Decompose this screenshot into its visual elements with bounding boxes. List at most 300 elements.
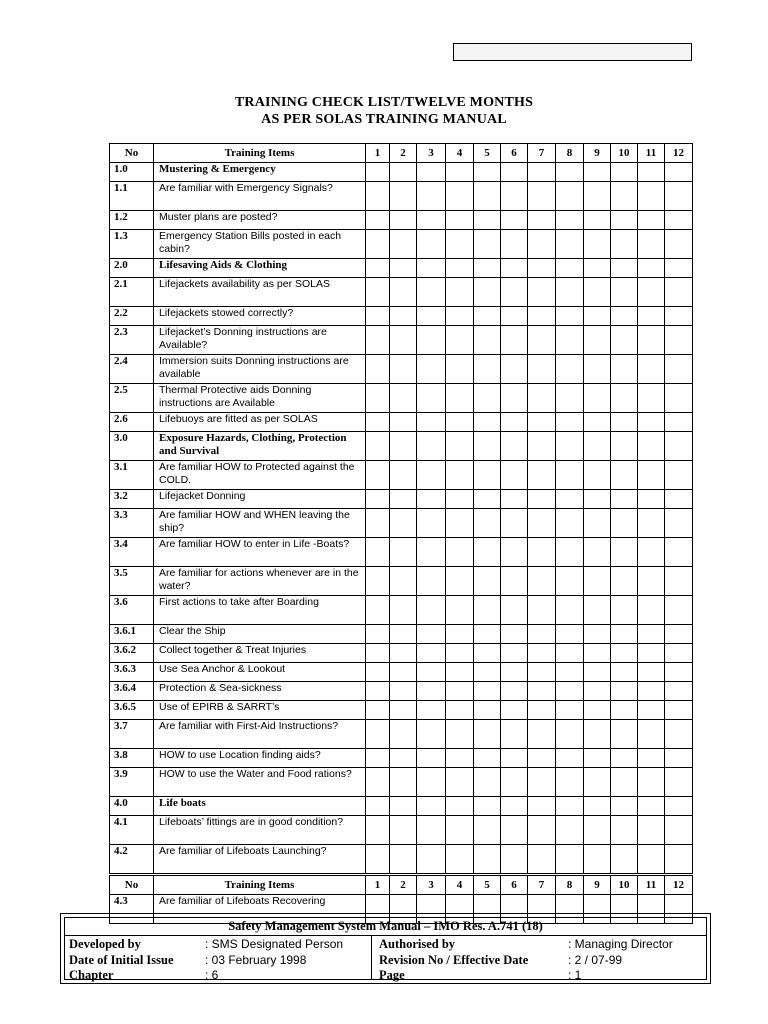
month-check-cell-5[interactable]: [474, 596, 501, 625]
month-check-cell-2[interactable]: [390, 663, 417, 682]
month-check-cell-7[interactable]: [528, 596, 556, 625]
month-check-cell-12[interactable]: [665, 432, 693, 461]
month-check-cell-12[interactable]: [665, 797, 693, 816]
month-check-cell-1[interactable]: [366, 701, 390, 720]
month-check-cell-3[interactable]: [417, 797, 446, 816]
month-check-cell-2[interactable]: [390, 259, 417, 278]
month-check-cell-6[interactable]: [501, 644, 528, 663]
month-check-cell-3[interactable]: [417, 845, 446, 874]
month-check-cell-6[interactable]: [501, 509, 528, 538]
month-check-cell-12[interactable]: [665, 307, 693, 326]
month-check-cell-10[interactable]: [611, 538, 638, 567]
month-check-cell-3[interactable]: [417, 567, 446, 596]
month-check-cell-9[interactable]: [584, 384, 611, 413]
month-check-cell-4[interactable]: [446, 663, 474, 682]
month-check-cell-12[interactable]: [665, 538, 693, 567]
month-check-cell-11[interactable]: [638, 384, 665, 413]
month-check-cell-10[interactable]: [611, 663, 638, 682]
month-check-cell-10[interactable]: [611, 567, 638, 596]
month-check-cell-10[interactable]: [611, 845, 638, 874]
month-check-cell-6[interactable]: [501, 384, 528, 413]
month-check-cell-9[interactable]: [584, 538, 611, 567]
month-check-cell-9[interactable]: [584, 163, 611, 182]
month-check-cell-8[interactable]: [556, 432, 584, 461]
month-check-cell-5[interactable]: [474, 230, 501, 259]
month-check-cell-1[interactable]: [366, 816, 390, 845]
month-check-cell-7[interactable]: [528, 720, 556, 749]
month-check-cell-7[interactable]: [528, 749, 556, 768]
month-check-cell-2[interactable]: [390, 682, 417, 701]
month-check-cell-4[interactable]: [446, 567, 474, 596]
month-check-cell-11[interactable]: [638, 278, 665, 307]
month-check-cell-10[interactable]: [611, 307, 638, 326]
month-check-cell-7[interactable]: [528, 355, 556, 384]
month-check-cell-6[interactable]: [501, 720, 528, 749]
month-check-cell-7[interactable]: [528, 768, 556, 797]
month-check-cell-1[interactable]: [366, 768, 390, 797]
month-check-cell-11[interactable]: [638, 230, 665, 259]
month-check-cell-8[interactable]: [556, 538, 584, 567]
month-check-cell-10[interactable]: [611, 720, 638, 749]
month-check-cell-12[interactable]: [665, 230, 693, 259]
month-check-cell-8[interactable]: [556, 211, 584, 230]
month-check-cell-3[interactable]: [417, 182, 446, 211]
month-check-cell-6[interactable]: [501, 797, 528, 816]
month-check-cell-8[interactable]: [556, 682, 584, 701]
month-check-cell-12[interactable]: [665, 625, 693, 644]
month-check-cell-6[interactable]: [501, 307, 528, 326]
month-check-cell-11[interactable]: [638, 326, 665, 355]
month-check-cell-3[interactable]: [417, 720, 446, 749]
month-check-cell-9[interactable]: [584, 278, 611, 307]
month-check-cell-7[interactable]: [528, 230, 556, 259]
month-check-cell-1[interactable]: [366, 596, 390, 625]
month-check-cell-7[interactable]: [528, 259, 556, 278]
month-check-cell-3[interactable]: [417, 768, 446, 797]
month-check-cell-7[interactable]: [528, 797, 556, 816]
month-check-cell-2[interactable]: [390, 538, 417, 567]
month-check-cell-12[interactable]: [665, 211, 693, 230]
month-check-cell-7[interactable]: [528, 663, 556, 682]
month-check-cell-8[interactable]: [556, 816, 584, 845]
month-check-cell-4[interactable]: [446, 182, 474, 211]
month-check-cell-9[interactable]: [584, 355, 611, 384]
month-check-cell-6[interactable]: [501, 230, 528, 259]
month-check-cell-2[interactable]: [390, 326, 417, 355]
month-check-cell-8[interactable]: [556, 509, 584, 538]
month-check-cell-8[interactable]: [556, 625, 584, 644]
month-check-cell-2[interactable]: [390, 644, 417, 663]
month-check-cell-4[interactable]: [446, 720, 474, 749]
month-check-cell-8[interactable]: [556, 230, 584, 259]
month-check-cell-12[interactable]: [665, 701, 693, 720]
month-check-cell-10[interactable]: [611, 163, 638, 182]
month-check-cell-6[interactable]: [501, 768, 528, 797]
month-check-cell-11[interactable]: [638, 720, 665, 749]
month-check-cell-2[interactable]: [390, 720, 417, 749]
month-check-cell-2[interactable]: [390, 567, 417, 596]
month-check-cell-12[interactable]: [665, 749, 693, 768]
month-check-cell-9[interactable]: [584, 259, 611, 278]
month-check-cell-8[interactable]: [556, 259, 584, 278]
month-check-cell-7[interactable]: [528, 816, 556, 845]
month-check-cell-3[interactable]: [417, 490, 446, 509]
month-check-cell-11[interactable]: [638, 461, 665, 490]
month-check-cell-1[interactable]: [366, 490, 390, 509]
month-check-cell-6[interactable]: [501, 816, 528, 845]
month-check-cell-9[interactable]: [584, 509, 611, 538]
month-check-cell-4[interactable]: [446, 432, 474, 461]
month-check-cell-4[interactable]: [446, 307, 474, 326]
month-check-cell-11[interactable]: [638, 538, 665, 567]
month-check-cell-2[interactable]: [390, 278, 417, 307]
month-check-cell-1[interactable]: [366, 384, 390, 413]
month-check-cell-10[interactable]: [611, 596, 638, 625]
month-check-cell-9[interactable]: [584, 644, 611, 663]
month-check-cell-9[interactable]: [584, 490, 611, 509]
month-check-cell-2[interactable]: [390, 413, 417, 432]
month-check-cell-4[interactable]: [446, 259, 474, 278]
month-check-cell-5[interactable]: [474, 490, 501, 509]
month-check-cell-11[interactable]: [638, 490, 665, 509]
month-check-cell-12[interactable]: [665, 163, 693, 182]
month-check-cell-3[interactable]: [417, 816, 446, 845]
month-check-cell-1[interactable]: [366, 432, 390, 461]
month-check-cell-6[interactable]: [501, 182, 528, 211]
month-check-cell-1[interactable]: [366, 230, 390, 259]
month-check-cell-11[interactable]: [638, 182, 665, 211]
month-check-cell-2[interactable]: [390, 596, 417, 625]
month-check-cell-1[interactable]: [366, 307, 390, 326]
month-check-cell-10[interactable]: [611, 625, 638, 644]
month-check-cell-5[interactable]: [474, 816, 501, 845]
month-check-cell-7[interactable]: [528, 682, 556, 701]
month-check-cell-4[interactable]: [446, 355, 474, 384]
month-check-cell-9[interactable]: [584, 432, 611, 461]
month-check-cell-4[interactable]: [446, 845, 474, 874]
month-check-cell-1[interactable]: [366, 567, 390, 596]
month-check-cell-7[interactable]: [528, 644, 556, 663]
month-check-cell-10[interactable]: [611, 490, 638, 509]
month-check-cell-10[interactable]: [611, 413, 638, 432]
month-check-cell-7[interactable]: [528, 384, 556, 413]
month-check-cell-12[interactable]: [665, 182, 693, 211]
month-check-cell-2[interactable]: [390, 163, 417, 182]
month-check-cell-12[interactable]: [665, 768, 693, 797]
month-check-cell-3[interactable]: [417, 625, 446, 644]
month-check-cell-3[interactable]: [417, 538, 446, 567]
month-check-cell-6[interactable]: [501, 538, 528, 567]
month-check-cell-11[interactable]: [638, 211, 665, 230]
month-check-cell-10[interactable]: [611, 278, 638, 307]
month-check-cell-2[interactable]: [390, 182, 417, 211]
month-check-cell-11[interactable]: [638, 625, 665, 644]
month-check-cell-5[interactable]: [474, 663, 501, 682]
month-check-cell-6[interactable]: [501, 845, 528, 874]
month-check-cell-12[interactable]: [665, 490, 693, 509]
month-check-cell-8[interactable]: [556, 163, 584, 182]
month-check-cell-12[interactable]: [665, 845, 693, 874]
month-check-cell-10[interactable]: [611, 461, 638, 490]
month-check-cell-12[interactable]: [665, 720, 693, 749]
month-check-cell-2[interactable]: [390, 509, 417, 538]
month-check-cell-4[interactable]: [446, 797, 474, 816]
month-check-cell-1[interactable]: [366, 644, 390, 663]
month-check-cell-8[interactable]: [556, 596, 584, 625]
month-check-cell-8[interactable]: [556, 797, 584, 816]
month-check-cell-1[interactable]: [366, 720, 390, 749]
month-check-cell-1[interactable]: [366, 538, 390, 567]
month-check-cell-5[interactable]: [474, 509, 501, 538]
month-check-cell-11[interactable]: [638, 509, 665, 538]
month-check-cell-6[interactable]: [501, 682, 528, 701]
month-check-cell-1[interactable]: [366, 259, 390, 278]
month-check-cell-1[interactable]: [366, 625, 390, 644]
month-check-cell-11[interactable]: [638, 413, 665, 432]
month-check-cell-7[interactable]: [528, 461, 556, 490]
month-check-cell-11[interactable]: [638, 797, 665, 816]
month-check-cell-2[interactable]: [390, 816, 417, 845]
month-check-cell-5[interactable]: [474, 768, 501, 797]
month-check-cell-6[interactable]: [501, 211, 528, 230]
month-check-cell-7[interactable]: [528, 845, 556, 874]
month-check-cell-11[interactable]: [638, 567, 665, 596]
month-check-cell-4[interactable]: [446, 278, 474, 307]
month-check-cell-8[interactable]: [556, 461, 584, 490]
month-check-cell-2[interactable]: [390, 768, 417, 797]
month-check-cell-6[interactable]: [501, 413, 528, 432]
month-check-cell-8[interactable]: [556, 413, 584, 432]
month-check-cell-4[interactable]: [446, 701, 474, 720]
month-check-cell-9[interactable]: [584, 326, 611, 355]
month-check-cell-3[interactable]: [417, 644, 446, 663]
month-check-cell-12[interactable]: [665, 259, 693, 278]
month-check-cell-6[interactable]: [501, 567, 528, 596]
month-check-cell-3[interactable]: [417, 326, 446, 355]
month-check-cell-6[interactable]: [501, 278, 528, 307]
month-check-cell-7[interactable]: [528, 538, 556, 567]
month-check-cell-9[interactable]: [584, 596, 611, 625]
month-check-cell-5[interactable]: [474, 682, 501, 701]
month-check-cell-1[interactable]: [366, 326, 390, 355]
month-check-cell-2[interactable]: [390, 384, 417, 413]
month-check-cell-11[interactable]: [638, 259, 665, 278]
month-check-cell-2[interactable]: [390, 845, 417, 874]
month-check-cell-8[interactable]: [556, 701, 584, 720]
month-check-cell-8[interactable]: [556, 720, 584, 749]
month-check-cell-8[interactable]: [556, 663, 584, 682]
month-check-cell-9[interactable]: [584, 845, 611, 874]
month-check-cell-12[interactable]: [665, 509, 693, 538]
month-check-cell-2[interactable]: [390, 461, 417, 490]
month-check-cell-4[interactable]: [446, 596, 474, 625]
month-check-cell-2[interactable]: [390, 490, 417, 509]
month-check-cell-5[interactable]: [474, 307, 501, 326]
month-check-cell-3[interactable]: [417, 413, 446, 432]
month-check-cell-9[interactable]: [584, 701, 611, 720]
month-check-cell-7[interactable]: [528, 182, 556, 211]
month-check-cell-11[interactable]: [638, 163, 665, 182]
month-check-cell-3[interactable]: [417, 509, 446, 538]
month-check-cell-6[interactable]: [501, 490, 528, 509]
month-check-cell-10[interactable]: [611, 749, 638, 768]
month-check-cell-11[interactable]: [638, 355, 665, 384]
month-check-cell-7[interactable]: [528, 567, 556, 596]
month-check-cell-3[interactable]: [417, 432, 446, 461]
month-check-cell-11[interactable]: [638, 845, 665, 874]
month-check-cell-1[interactable]: [366, 797, 390, 816]
month-check-cell-8[interactable]: [556, 278, 584, 307]
month-check-cell-4[interactable]: [446, 490, 474, 509]
month-check-cell-6[interactable]: [501, 355, 528, 384]
month-check-cell-2[interactable]: [390, 432, 417, 461]
month-check-cell-12[interactable]: [665, 326, 693, 355]
month-check-cell-9[interactable]: [584, 567, 611, 596]
month-check-cell-1[interactable]: [366, 211, 390, 230]
month-check-cell-5[interactable]: [474, 720, 501, 749]
month-check-cell-1[interactable]: [366, 355, 390, 384]
month-check-cell-9[interactable]: [584, 749, 611, 768]
month-check-cell-7[interactable]: [528, 509, 556, 538]
month-check-cell-4[interactable]: [446, 768, 474, 797]
month-check-cell-5[interactable]: [474, 182, 501, 211]
month-check-cell-6[interactable]: [501, 749, 528, 768]
month-check-cell-6[interactable]: [501, 663, 528, 682]
month-check-cell-5[interactable]: [474, 749, 501, 768]
month-check-cell-10[interactable]: [611, 230, 638, 259]
month-check-cell-2[interactable]: [390, 211, 417, 230]
month-check-cell-2[interactable]: [390, 230, 417, 259]
month-check-cell-7[interactable]: [528, 278, 556, 307]
month-check-cell-11[interactable]: [638, 596, 665, 625]
month-check-cell-5[interactable]: [474, 432, 501, 461]
month-check-cell-10[interactable]: [611, 259, 638, 278]
month-check-cell-5[interactable]: [474, 797, 501, 816]
month-check-cell-8[interactable]: [556, 307, 584, 326]
month-check-cell-12[interactable]: [665, 413, 693, 432]
month-check-cell-12[interactable]: [665, 663, 693, 682]
month-check-cell-11[interactable]: [638, 307, 665, 326]
month-check-cell-11[interactable]: [638, 644, 665, 663]
month-check-cell-5[interactable]: [474, 413, 501, 432]
month-check-cell-10[interactable]: [611, 326, 638, 355]
month-check-cell-3[interactable]: [417, 278, 446, 307]
month-check-cell-5[interactable]: [474, 355, 501, 384]
month-check-cell-8[interactable]: [556, 326, 584, 355]
month-check-cell-3[interactable]: [417, 163, 446, 182]
month-check-cell-12[interactable]: [665, 596, 693, 625]
month-check-cell-8[interactable]: [556, 845, 584, 874]
month-check-cell-8[interactable]: [556, 384, 584, 413]
month-check-cell-5[interactable]: [474, 163, 501, 182]
month-check-cell-7[interactable]: [528, 625, 556, 644]
month-check-cell-11[interactable]: [638, 768, 665, 797]
month-check-cell-7[interactable]: [528, 490, 556, 509]
month-check-cell-3[interactable]: [417, 307, 446, 326]
month-check-cell-5[interactable]: [474, 625, 501, 644]
month-check-cell-4[interactable]: [446, 644, 474, 663]
month-check-cell-4[interactable]: [446, 538, 474, 567]
month-check-cell-10[interactable]: [611, 797, 638, 816]
month-check-cell-1[interactable]: [366, 461, 390, 490]
month-check-cell-5[interactable]: [474, 384, 501, 413]
month-check-cell-10[interactable]: [611, 355, 638, 384]
month-check-cell-6[interactable]: [501, 326, 528, 355]
month-check-cell-12[interactable]: [665, 682, 693, 701]
month-check-cell-5[interactable]: [474, 326, 501, 355]
month-check-cell-3[interactable]: [417, 663, 446, 682]
month-check-cell-5[interactable]: [474, 278, 501, 307]
month-check-cell-7[interactable]: [528, 432, 556, 461]
month-check-cell-1[interactable]: [366, 663, 390, 682]
month-check-cell-9[interactable]: [584, 663, 611, 682]
month-check-cell-10[interactable]: [611, 644, 638, 663]
month-check-cell-9[interactable]: [584, 230, 611, 259]
month-check-cell-6[interactable]: [501, 163, 528, 182]
month-check-cell-9[interactable]: [584, 720, 611, 749]
month-check-cell-1[interactable]: [366, 163, 390, 182]
month-check-cell-10[interactable]: [611, 682, 638, 701]
month-check-cell-6[interactable]: [501, 701, 528, 720]
month-check-cell-4[interactable]: [446, 384, 474, 413]
month-check-cell-11[interactable]: [638, 432, 665, 461]
month-check-cell-1[interactable]: [366, 749, 390, 768]
month-check-cell-7[interactable]: [528, 163, 556, 182]
month-check-cell-11[interactable]: [638, 816, 665, 845]
month-check-cell-11[interactable]: [638, 701, 665, 720]
month-check-cell-3[interactable]: [417, 682, 446, 701]
month-check-cell-3[interactable]: [417, 355, 446, 384]
month-check-cell-4[interactable]: [446, 509, 474, 538]
month-check-cell-7[interactable]: [528, 326, 556, 355]
month-check-cell-5[interactable]: [474, 211, 501, 230]
month-check-cell-6[interactable]: [501, 596, 528, 625]
month-check-cell-3[interactable]: [417, 259, 446, 278]
month-check-cell-9[interactable]: [584, 211, 611, 230]
month-check-cell-8[interactable]: [556, 644, 584, 663]
month-check-cell-5[interactable]: [474, 845, 501, 874]
month-check-cell-9[interactable]: [584, 797, 611, 816]
month-check-cell-9[interactable]: [584, 682, 611, 701]
month-check-cell-7[interactable]: [528, 701, 556, 720]
month-check-cell-4[interactable]: [446, 625, 474, 644]
month-check-cell-8[interactable]: [556, 749, 584, 768]
month-check-cell-12[interactable]: [665, 278, 693, 307]
month-check-cell-9[interactable]: [584, 816, 611, 845]
month-check-cell-4[interactable]: [446, 413, 474, 432]
month-check-cell-3[interactable]: [417, 461, 446, 490]
month-check-cell-6[interactable]: [501, 461, 528, 490]
month-check-cell-12[interactable]: [665, 384, 693, 413]
month-check-cell-12[interactable]: [665, 644, 693, 663]
month-check-cell-9[interactable]: [584, 461, 611, 490]
month-check-cell-4[interactable]: [446, 163, 474, 182]
month-check-cell-9[interactable]: [584, 768, 611, 797]
month-check-cell-2[interactable]: [390, 625, 417, 644]
month-check-cell-5[interactable]: [474, 701, 501, 720]
month-check-cell-12[interactable]: [665, 567, 693, 596]
month-check-cell-1[interactable]: [366, 845, 390, 874]
month-check-cell-11[interactable]: [638, 682, 665, 701]
month-check-cell-10[interactable]: [611, 509, 638, 538]
month-check-cell-3[interactable]: [417, 596, 446, 625]
month-check-cell-3[interactable]: [417, 384, 446, 413]
month-check-cell-5[interactable]: [474, 259, 501, 278]
month-check-cell-5[interactable]: [474, 567, 501, 596]
month-check-cell-10[interactable]: [611, 211, 638, 230]
month-check-cell-9[interactable]: [584, 413, 611, 432]
month-check-cell-12[interactable]: [665, 816, 693, 845]
